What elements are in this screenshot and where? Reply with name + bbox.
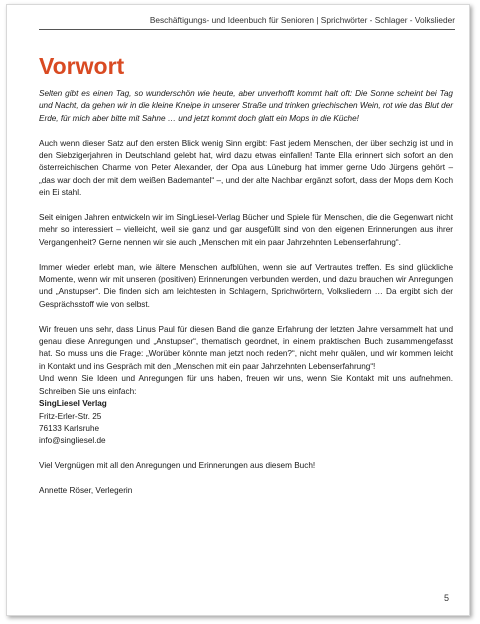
document-page xyxy=(6,4,470,616)
running-header: Beschäftigungs- und Ideenbuch für Senioren | Sprichwörter - Schlager - Volkslieder xyxy=(39,15,455,30)
paragraph-1: Auch wenn dieser Satz auf den ersten Blick wenig Sinn ergibt: Fast jedem Menschen, der über sechzig ist und in den Siebzigerjahren in Deutschland gelebt hat, wird dazu etwas einfallen! Tante Ella erinnert sich sofort an den österreichischen Charme von Peter Alexander, der Opa aus Lüneburg hat immer gerne Udo Jürgens gehört – „das war doch der mit dem weißen Bademantel“ –, und der alte Nachbar ergänzt sofort, dass der Mops dem Koch ein Ei stahl. xyxy=(39,138,453,198)
body-text xyxy=(39,88,453,510)
signature: Annette Röser, Verlegerin xyxy=(39,485,133,495)
page-title: Vorwort xyxy=(39,53,125,79)
paragraph-5: Und wenn Sie Ideen und Anregungen für uns haben, freuen wir uns, wenn Sie Kontakt mit uns aufnehmen. Schreiben Sie uns einfach: xyxy=(39,374,453,396)
closing-paragraph: Viel Vergnügen mit all den Anregungen und Erinnerungen aus diesem Buch! xyxy=(39,461,316,471)
paragraph-2: Seit einigen Jahren entwickeln wir im SingLiesel-Verlag Bücher und Spiele für Menschen, die die Gegenwart nicht mehr so interessiert – vielleicht, weil sie ganz und gar ausgefüllt sind von den eigenen Erinnerungen aus ihrer Vergangenheit? Gerne nennen wir sie auch „Menschen mit ein paar Jahrzehnten Lebenserfahrung“. xyxy=(39,213,453,247)
contact-org: SingLiesel Verlag xyxy=(39,399,107,409)
paragraph-3: Immer wieder erlebt man, wie ältere Menschen aufblühen, wenn sie auf Vertrautes treffen. Es sind glückliche Momente, wenn wir mit unseren (positiven) Erinnerungen verbunden werden, und dazu brauchen wir Anregungen und „Anstupser“. Die finden sich am leichtesten in Schlagern, Sprichwörtern, Volksliedern … Da ergibt sich der Gesprächsstoff wie von selbst. xyxy=(39,262,453,309)
intro-paragraph: Selten gibt es einen Tag, so wunderschön wie heute, aber unverhofft kommt halt oft: Die Sonne scheint bei Tag und Nacht, da gehen wir in die kleine Kneipe in unserer Straße und trinken griechischen Wein, rot wie das Blut der Erde, für mich aber bitte mit Sahne … und jetzt kommt doch glatt ein Mops in die Küche! xyxy=(39,89,454,123)
contact-block xyxy=(39,398,453,448)
contact-email: info@singliesel.de xyxy=(39,436,106,446)
contact-street: Fritz-Erler-Str. 25 xyxy=(39,411,102,421)
contact-city: 76133 Karlsruhe xyxy=(39,423,100,433)
paragraph-4: Wir freuen uns sehr, dass Linus Paul für diesen Band die ganze Erfahrung der letzten Jahre versammelt hat und genau diese Anregungen und „Anstupser“, thematisch geordnet, in einem praktischen Buch zusammengefasst hat. So muss uns die Frage: „Worüber könnte man jetzt noch reden?“, nicht mehr quälen, und wir kommen leicht in Kontakt und ins Gespräch mit den „Menschen mit ein paar Jahrzehnten Lebenserfahrung“! xyxy=(39,324,453,371)
page-number: 5 xyxy=(443,593,449,603)
